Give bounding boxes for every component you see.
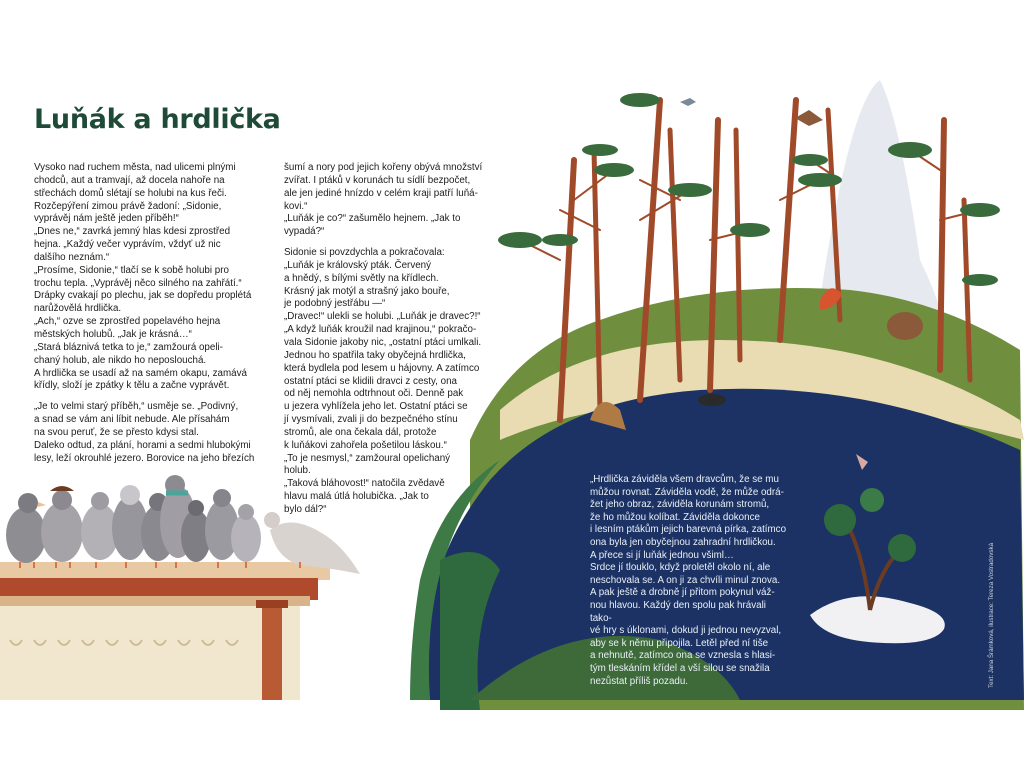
paragraph: šumí a nory pod jejich kořeny obývá množství zvířat. I ptáků v korunách tu sídlí bezpočet, ale jen jediné hnízdo v celém kraji patří luňá- kovi.“ „Luňák je co?“ zašumělo hejnem. „Jak to vypadá?“ [284, 162, 483, 238]
story-title: Luňák a hrdlička [34, 104, 281, 135]
rooftop-cornice [0, 562, 330, 700]
text-column-left [34, 162, 266, 465]
paragraph: Sidonie si povzdychla a pokračovala: „Luňák je královský pták. Červený a hnědý, s bílými světly na křídlech. Krásný jak motýl a strašný jako bouře, je podobný jestřábu —“ „Dravec!“ ulekli se holubi. „Luňák je dravec?!“ „A když luňák kroužil nad krajinou,“ pokračo- vala Sidonie jakoby nic, „ostatní ptáci umlkali. Jednou ho spatřila taky obyčejná hrdlička, která bydlela pod lesem u hájovny. A zatímco ostatní ptáci se klidili dravci z cesty, ona od něj nemohla odtrhnout oči. Denně pak u jezera vyhlížela jeho let. Ostatní ptáci se jí vysmívali, zvali ji do bezpečného stínu stromů, ale ona čekala dál, protože k luňákovi zahořela pošetilou láskou.“ „To je nesmysl,“ zamžoural opelichaný holub. „Taková bláhovost!“ natočila zvědavě hlavu malá útlá holubička. „Jak to bylo dál?“ [284, 247, 482, 515]
lake-text-block [590, 474, 790, 688]
bear [887, 312, 923, 340]
paragraph: „Hrdlička záviděla všem dravcům, že se mu můžou rovnat. Záviděla vodě, že může odrá- žet jeho obraz, záviděla korunám stromů, že ho můžou kolíbat. Záviděla dokonce i lesním ptákům jejich barevná pírka, zatímco ona byla jen obyčejnou zahradní hrdličkou. A přece si jí luňák jednou všiml… Srdce jí tlouklo, když proletěl okolo ní, ale neschovala se. A on ji za chvíli minul znova. A pak ještě a drobně jí přitom pokynul váž- nou hlavou. Každý den spolu pak hrávali tako- vé hry s úklonami, dokud ji jednou nevyzval, aby se k němu připojila. Letěl před ní tiše a nehnutě, zatímco ona se vznesla s hlasi- tým tleskáním křídel a vší silou se snažila nezůstat příliš pozadu. [590, 474, 787, 687]
paragraph: „Je to velmi starý příběh,“ usměje se. „Podivný, a snad se vám ani líbit nebude. Ale přísahám na svou peruť, že se přesto kdysi stal. Daleko odtud, za plání, horami a sedmi hlubokými lesy, leží okrouhlé jezero. Borovice na jeho březích [34, 401, 255, 464]
pigeon [6, 493, 46, 563]
pigeon [41, 486, 83, 562]
text-column-middle [284, 162, 484, 517]
credits-line: Text: Jana Šrámková, ilustrace: Tereza Vostradovská [988, 542, 995, 688]
badger [698, 394, 726, 406]
paragraph: Vysoko nad ruchem města, nad ulicemi plnými chodců, aut a tramvají, až docela nahoře na střechách domů slétají se holubi na kus řeči. Rozčepýření zimou právě žadoní: „Sidonie, vyprávěj nám ještě jeden příběh!“ „Dnes ne,“ zavrká jemný hlas kdesi zprostřed hejna. „Každý večer vyprávím, vždyť už nic dalšího neznám.“ „Prosíme, Sidonie,“ tlačí se k sobě holubi pro trochu tepla. „Vyprávěj něco silného na zahřátí.“ Drápky cvakají po plechu, jak se dopředu proplétá narůžovělá hrdlička. „Ach,“ ozve se zprostřed popelavého hejna městských holubů. „Jak je krásná…“ „Stará bláznivá tetka to je,“ zamžourá opeli- chaný holub, ale nikdo ho neposlouchá. A hrdlička se usadí až na samém okapu, zamává křídly, složí je zpátky k tělu a začne vyprávět. [34, 162, 252, 392]
